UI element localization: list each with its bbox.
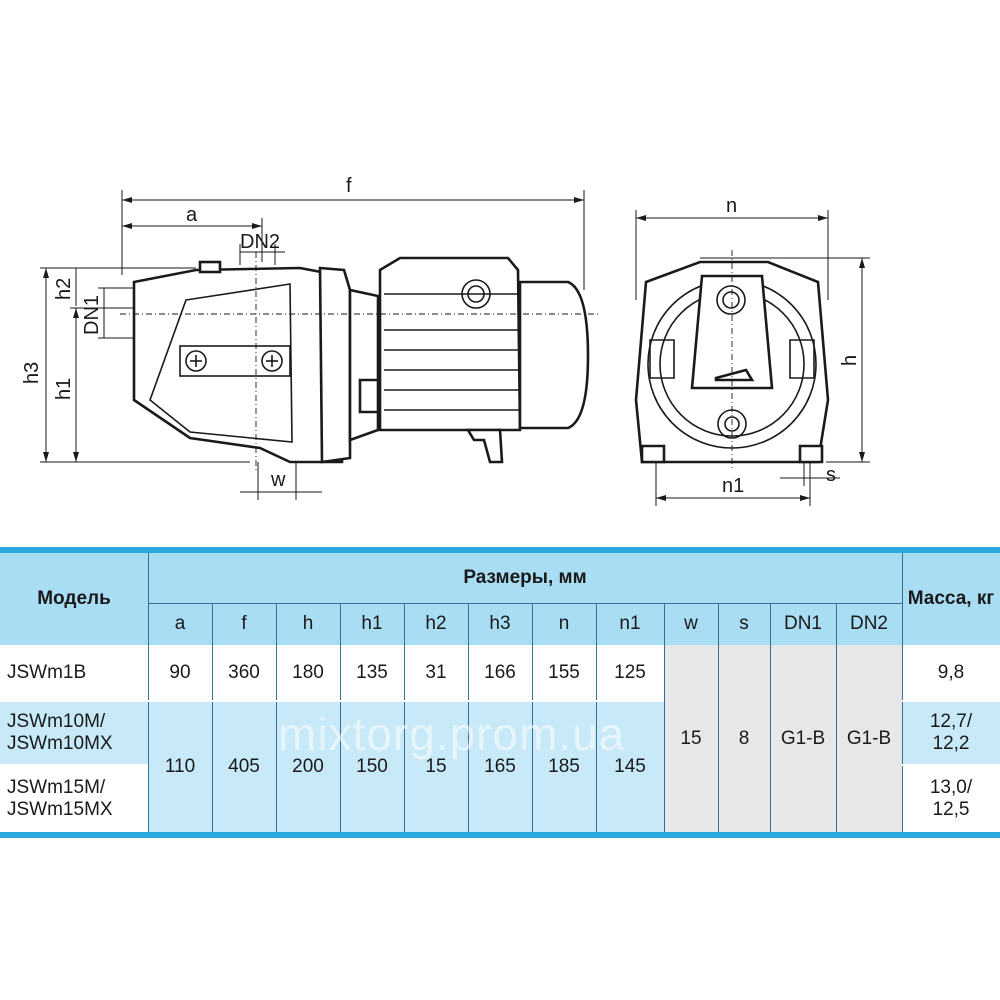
col-header-w: w	[684, 613, 698, 635]
dim-a-label: a	[186, 204, 198, 226]
row1-h: 180	[292, 662, 324, 684]
merged-h1: 150	[356, 755, 388, 777]
dim-dn1-label: DN1	[81, 294, 103, 335]
col-header-f: f	[241, 613, 247, 635]
merged-a: 110	[164, 755, 196, 777]
dim-h-right-label: h	[839, 354, 861, 366]
header-mass: Масса, кг	[907, 588, 995, 610]
header-model: Модель	[37, 588, 111, 610]
front-view	[636, 195, 870, 506]
dim-h3-label: h3	[21, 361, 43, 384]
row1-mass: 9,8	[937, 662, 965, 684]
row1-h1: 135	[356, 662, 388, 684]
shared-w: 15	[680, 727, 702, 749]
shared-dn2: G1-B	[846, 727, 892, 749]
row1-n1: 125	[614, 662, 646, 684]
dim-h2-label: h2	[53, 277, 75, 300]
merged-h: 200	[292, 755, 324, 777]
merged-h3: 165	[484, 755, 516, 777]
specification-table	[0, 547, 1000, 838]
dim-n-label: n	[726, 195, 738, 217]
col-header-h3: h3	[489, 613, 511, 635]
col-header-h1: h1	[361, 613, 383, 635]
row3-mass: 13,0/ 12,5	[929, 776, 973, 820]
merged-h2: 15	[425, 755, 447, 777]
watermark: mixtorg.prom.ua	[278, 708, 626, 760]
col-header-dn2: DN2	[849, 613, 888, 635]
dim-f-label: f	[346, 175, 352, 197]
row1-h2: 31	[425, 662, 447, 684]
side-view	[21, 175, 600, 500]
row1-h3: 166	[484, 662, 516, 684]
dim-dn2-label: DN2	[240, 231, 281, 253]
col-header-a: a	[174, 613, 186, 635]
merged-f: 405	[228, 755, 260, 777]
row2-mass: 12,7/ 12,2	[929, 711, 973, 754]
col-header-dn1: DN1	[783, 613, 822, 635]
shared-dn1: G1-B	[780, 727, 826, 749]
col-header-n: n	[558, 613, 570, 635]
table-bottom-rule	[0, 832, 1000, 838]
row1-model: JSWm1B	[7, 662, 87, 684]
col-header-h: h	[302, 613, 314, 635]
col-header-n1: n1	[619, 613, 641, 635]
dim-s-label: s	[826, 464, 836, 486]
row1-a: 90	[169, 662, 191, 684]
dim-w-label: w	[271, 469, 286, 491]
row3-model: JSWm15M/ JSWm15MX	[7, 776, 113, 820]
row2-model: JSWm10M/ JSWm10MX	[7, 711, 113, 754]
row1-n: 155	[548, 662, 580, 684]
dim-h1-label: h1	[53, 377, 75, 400]
header-dimensions: Размеры, мм	[463, 567, 587, 589]
dim-n1-label: n1	[722, 475, 745, 497]
row1-f: 360	[228, 662, 260, 684]
merged-n1: 145	[614, 755, 646, 777]
merged-n: 185	[548, 755, 580, 777]
col-header-h2: h2	[425, 613, 447, 635]
col-header-s: s	[739, 613, 749, 635]
shared-s: 8	[738, 727, 750, 749]
